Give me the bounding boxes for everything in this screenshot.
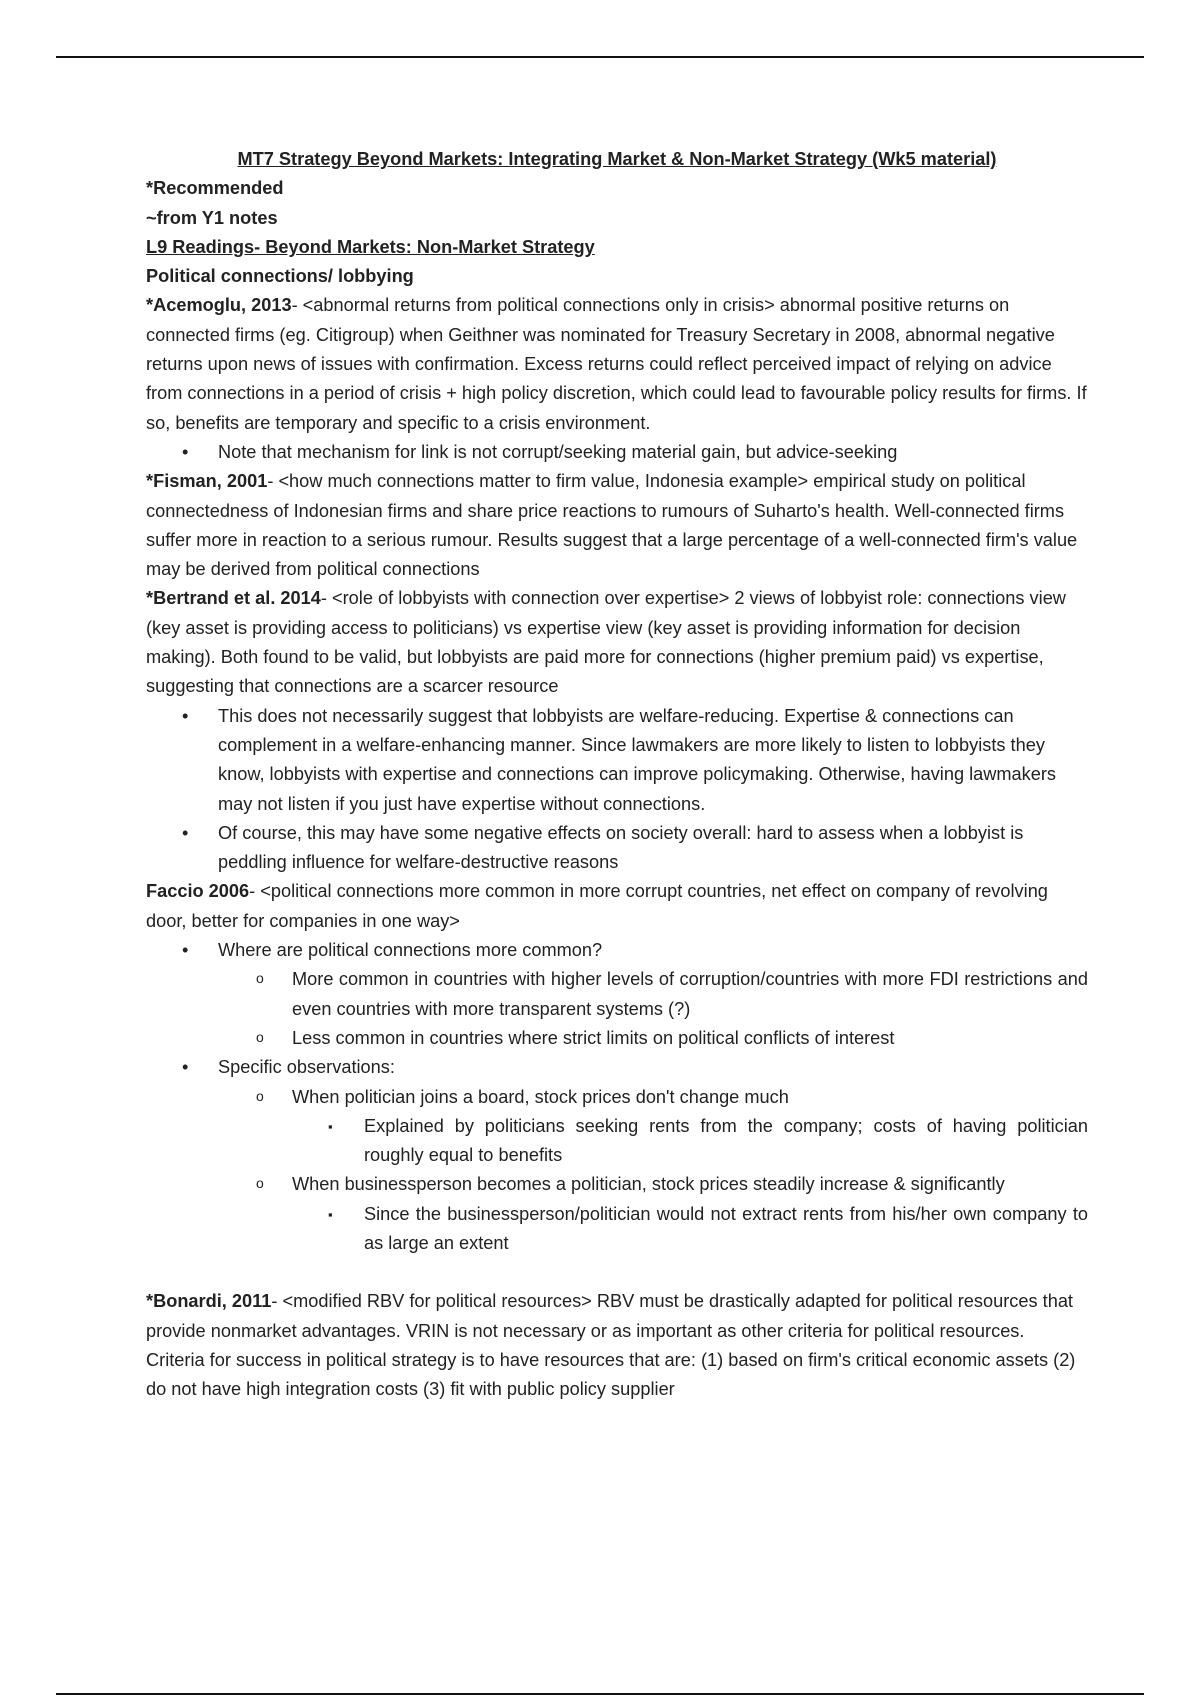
subheading: Political connections/ lobbying: [146, 266, 414, 287]
entry-text: - <how much connections matter to firm value, Indonesia example> empirical study on political connectedness of Indonesian firms and share price reactions to rumours of Suharto's health. Well-connected firms suffer more in reaction to a serious rumour. Results suggest that a large percentage of a well-connected firm's value may be derived from political connections: [146, 471, 1078, 580]
entry-fisman: [146, 467, 1088, 584]
entry-author: Faccio 2006: [146, 881, 250, 902]
list-item: • Of course, this may have some negative effects on society overall: hard to assess when a lobbyist is peddling influence for welfare-destructive reasons: [146, 819, 1088, 878]
entry-author: *Bonardi, 2011: [146, 1291, 272, 1312]
entry-author: *Fisman, 2001: [146, 471, 268, 492]
entry-acemoglu: [146, 291, 1088, 437]
spacer: [146, 1258, 1088, 1287]
section-heading: L9 Readings- Beyond Markets: Non-Market Strategy: [146, 236, 595, 257]
bottom-rule: [56, 1693, 1144, 1695]
top-rule: [56, 56, 1144, 58]
entry-author: *Acemoglu, 2013: [146, 295, 292, 316]
page-title: MT7 Strategy Beyond Markets: Integrating Market & Non-Market Strategy (Wk5 material): [237, 149, 997, 169]
entry-text: - <abnormal returns from political connections only in crisis> abnormal positive returns on connected firms (eg. Citigroup) when Geithner was nominated for Treasury Secretary in 2008, abnormal negative returns upon news of issues with confirmation. Excess returns could reflect perceived impact of relying on advice from connections in a period of crisis + high policy discretion, which could lead to favourable policy results for firms. If so, benefits are temporary and specific to a crisis environment.: [146, 295, 1087, 433]
legend-from-y1: ~from Y1 notes: [146, 207, 278, 228]
sub-list-item: o More common in countries with higher levels of corruption/countries with more FDI restrictions and even countries with more transparent systems (?): [146, 965, 1088, 1024]
list-item: • Where are political connections more common?: [146, 936, 1088, 965]
list-item: • Note that mechanism for link is not corrupt/seeking material gain, but advice-seeking: [146, 438, 1088, 467]
sub-list-item: o When businessperson becomes a politician, stock prices steadily increase & significantly: [146, 1170, 1088, 1199]
list-item: • Specific observations:: [146, 1053, 1088, 1082]
sub-sub-list-item: ▪ Since the businessperson/politician would not extract rents from his/her own company to as large an extent: [146, 1200, 1088, 1259]
entry-text: - <role of lobbyists with connection over expertise> 2 views of lobbyist role: connections view (key asset is providing access to politicians) vs expertise view (key asset is providing information for decision making). Both found to be valid, but lobbyists are paid more for connections (higher premium paid) vs expertise, suggesting that connections are a scarcer resource: [146, 588, 1066, 697]
sub-list-item: o When politician joins a board, stock prices don't change much: [146, 1083, 1088, 1112]
document-body: [146, 145, 1088, 1404]
sub-sub-list-item: ▪ Explained by politicians seeking rents from the company; costs of having politician roughly equal to benefits: [146, 1112, 1088, 1171]
entry-text: - <modified RBV for political resources> RBV must be drastically adapted for political resources that provide nonmarket advantages. VRIN is not necessary or as important as other criteria for political resources. Criteria for success in political strategy is to have resources that are: (1) based on firm's critical economic assets (2) do not have high integration costs (3) fit with public policy supplier: [146, 1291, 1076, 1400]
entry-faccio: [146, 877, 1088, 936]
entry-text: - <political connections more common in more corrupt countries, net effect on company of revolving door, better for companies in one way>: [146, 881, 1048, 931]
entry-bertrand: [146, 584, 1088, 701]
list-item: • This does not necessarily suggest that lobbyists are welfare-reducing. Expertise & connections can complement in a welfare-enhancing manner. Since lawmakers are more likely to listen to lobbyists they know, lobbyists with expertise and connections can improve policymaking. Otherwise, having lawmakers may not listen if you just have expertise without connections.: [146, 702, 1088, 819]
entry-author: *Bertrand et al. 2014: [146, 588, 321, 609]
sub-list-item: o Less common in countries where strict limits on political conflicts of interest: [146, 1024, 1088, 1053]
entry-bonardi: [146, 1287, 1088, 1404]
legend-recommended: *Recommended: [146, 178, 284, 199]
